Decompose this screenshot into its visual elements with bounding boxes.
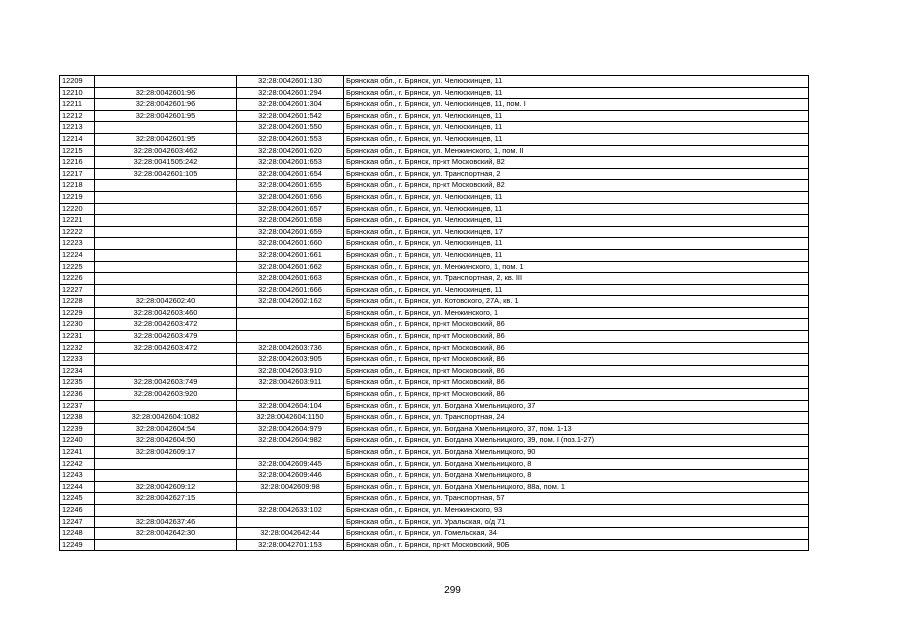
table-row xyxy=(60,261,809,273)
row-number-cell: 12209 xyxy=(60,76,95,88)
table-row xyxy=(60,493,809,505)
table-row xyxy=(60,458,809,470)
table-row xyxy=(60,435,809,447)
table-row xyxy=(60,249,809,261)
row-number-cell: 12249 xyxy=(60,539,95,551)
address-cell: Брянская обл., г. Брянск, ул. Челюскинцев, 11 xyxy=(344,215,809,227)
address-cell: Брянская обл., г. Брянск, ул. Челюскинцев, 11 xyxy=(344,284,809,296)
old-cadastral-number-cell xyxy=(95,365,237,377)
address-cell: Брянская обл., г. Брянск, ул. Транспортная, 24 xyxy=(344,412,809,424)
new-cadastral-number-cell: 32:28:0042601:660 xyxy=(237,238,344,250)
old-cadastral-number-cell: 32:28:0042627:15 xyxy=(95,493,237,505)
old-cadastral-number-cell: 32:28:0042603:462 xyxy=(95,145,237,157)
old-cadastral-number-cell: 32:28:0042603:472 xyxy=(95,319,237,331)
old-cadastral-number-cell xyxy=(95,203,237,215)
new-cadastral-number-cell: 32:28:0042601:130 xyxy=(237,76,344,88)
table-row xyxy=(60,191,809,203)
new-cadastral-number-cell: 32:28:0042603:905 xyxy=(237,354,344,366)
row-number-cell: 12221 xyxy=(60,215,95,227)
address-cell: Брянская обл., г. Брянск, ул. Транспортная, 57 xyxy=(344,493,809,505)
table-row xyxy=(60,412,809,424)
table-row xyxy=(60,539,809,551)
row-number-cell: 12214 xyxy=(60,133,95,145)
new-cadastral-number-cell: 32:28:0042609:446 xyxy=(237,470,344,482)
address-cell: Брянская обл., г. Брянск, пр-кт Московский, 86 xyxy=(344,354,809,366)
row-number-cell: 12210 xyxy=(60,87,95,99)
row-number-cell: 12241 xyxy=(60,447,95,459)
new-cadastral-number-cell: 32:28:0042604:979 xyxy=(237,423,344,435)
old-cadastral-number-cell xyxy=(95,284,237,296)
address-cell: Брянская обл., г. Брянск, ул. Челюскинцев, 11 xyxy=(344,133,809,145)
new-cadastral-number-cell: 32:28:0042601:656 xyxy=(237,191,344,203)
old-cadastral-number-cell: 32:28:0042642:30 xyxy=(95,528,237,540)
row-number-cell: 12245 xyxy=(60,493,95,505)
row-number-cell: 12232 xyxy=(60,342,95,354)
address-cell: Брянская обл., г. Брянск, ул. Челюскинцев, 11 xyxy=(344,110,809,122)
row-number-cell: 12217 xyxy=(60,168,95,180)
new-cadastral-number-cell: 32:28:0042601:542 xyxy=(237,110,344,122)
row-number-cell: 12244 xyxy=(60,481,95,493)
old-cadastral-number-cell: 32:28:0042601:96 xyxy=(95,87,237,99)
table-row xyxy=(60,319,809,331)
address-cell: Брянская обл., г. Брянск, ул. Богдана Хмельницкого, 37 xyxy=(344,400,809,412)
row-number-cell: 12247 xyxy=(60,516,95,528)
new-cadastral-number-cell: 32:28:0042601:662 xyxy=(237,261,344,273)
address-cell: Брянская обл., г. Брянск, ул. Челюскинцев, 11 xyxy=(344,76,809,88)
address-cell: Брянская обл., г. Брянск, ул. Челюскинцев, 11, пом. I xyxy=(344,99,809,111)
old-cadastral-number-cell: 32:28:0042609:12 xyxy=(95,481,237,493)
table-row xyxy=(60,389,809,401)
row-number-cell: 12238 xyxy=(60,412,95,424)
new-cadastral-number-cell xyxy=(237,331,344,343)
address-cell: Брянская обл., г. Брянск, пр-кт Московский, 86 xyxy=(344,389,809,401)
new-cadastral-number-cell: 32:28:0042604:982 xyxy=(237,435,344,447)
address-cell: Брянская обл., г. Брянск, пр-кт Московский, 86 xyxy=(344,342,809,354)
new-cadastral-number-cell: 32:28:0042609:98 xyxy=(237,481,344,493)
address-cell: Брянская обл., г. Брянск, ул. Транспортная, 2 xyxy=(344,168,809,180)
new-cadastral-number-cell: 32:28:0042601:654 xyxy=(237,168,344,180)
table-row xyxy=(60,528,809,540)
new-cadastral-number-cell: 32:28:0042601:653 xyxy=(237,157,344,169)
row-number-cell: 12219 xyxy=(60,191,95,203)
address-cell: Брянская обл., г. Брянск, ул. Транспортная, 2, кв. III xyxy=(344,273,809,285)
new-cadastral-number-cell: 32:28:0042604:104 xyxy=(237,400,344,412)
row-number-cell: 12212 xyxy=(60,110,95,122)
new-cadastral-number-cell xyxy=(237,307,344,319)
new-cadastral-number-cell: 32:28:0042601:657 xyxy=(237,203,344,215)
row-number-cell: 12216 xyxy=(60,157,95,169)
address-cell: Брянская обл., г. Брянск, ул. Челюскинцев, 17 xyxy=(344,226,809,238)
address-cell: Брянская обл., г. Брянск, ул. Челюскинцев, 11 xyxy=(344,238,809,250)
address-cell: Брянская обл., г. Брянск, ул. Челюскинцев, 11 xyxy=(344,122,809,134)
address-cell: Брянская обл., г. Брянск, ул. Богдана Хмельницкого, 8 xyxy=(344,458,809,470)
row-number-cell: 12239 xyxy=(60,423,95,435)
address-cell: Брянская обл., г. Брянск, ул. Богдана Хмельницкого, 88а, пом. 1 xyxy=(344,481,809,493)
address-cell: Брянская обл., г. Брянск, ул. Менжинского, 1 xyxy=(344,307,809,319)
new-cadastral-number-cell: 32:28:0042601:666 xyxy=(237,284,344,296)
row-number-cell: 12213 xyxy=(60,122,95,134)
table-row xyxy=(60,447,809,459)
old-cadastral-number-cell xyxy=(95,238,237,250)
old-cadastral-number-cell: 32:28:0042603:479 xyxy=(95,331,237,343)
old-cadastral-number-cell: 32:28:0042604:50 xyxy=(95,435,237,447)
row-number-cell: 12237 xyxy=(60,400,95,412)
table-row xyxy=(60,504,809,516)
new-cadastral-number-cell: 32:28:0042601:661 xyxy=(237,249,344,261)
row-number-cell: 12215 xyxy=(60,145,95,157)
new-cadastral-number-cell: 32:28:0042603:736 xyxy=(237,342,344,354)
old-cadastral-number-cell xyxy=(95,76,237,88)
table-row xyxy=(60,122,809,134)
table-row xyxy=(60,87,809,99)
address-cell: Брянская обл., г. Брянск, ул. Гомельская, 34 xyxy=(344,528,809,540)
table-row xyxy=(60,215,809,227)
address-cell: Брянская обл., г. Брянск, ул. Уральская, о/д 71 xyxy=(344,516,809,528)
table-row xyxy=(60,331,809,343)
row-number-cell: 12220 xyxy=(60,203,95,215)
old-cadastral-number-cell xyxy=(95,249,237,261)
table-row xyxy=(60,180,809,192)
old-cadastral-number-cell: 32:28:0042603:460 xyxy=(95,307,237,319)
address-cell: Брянская обл., г. Брянск, пр-кт Московский, 82 xyxy=(344,180,809,192)
row-number-cell: 12242 xyxy=(60,458,95,470)
old-cadastral-number-cell: 32:28:0042601:95 xyxy=(95,110,237,122)
new-cadastral-number-cell: 32:28:0042604:1150 xyxy=(237,412,344,424)
table-row xyxy=(60,307,809,319)
page-number: 299 xyxy=(444,585,461,596)
row-number-cell: 12223 xyxy=(60,238,95,250)
new-cadastral-number-cell: 32:28:0042601:294 xyxy=(237,87,344,99)
new-cadastral-number-cell: 32:28:0042601:655 xyxy=(237,180,344,192)
new-cadastral-number-cell xyxy=(237,447,344,459)
old-cadastral-number-cell xyxy=(95,470,237,482)
address-cell: Брянская обл., г. Брянск, ул. Богдана Хмельницкого, 8 xyxy=(344,470,809,482)
new-cadastral-number-cell: 32:28:0042633:102 xyxy=(237,504,344,516)
row-number-cell: 12234 xyxy=(60,365,95,377)
table-row xyxy=(60,110,809,122)
old-cadastral-number-cell xyxy=(95,180,237,192)
address-cell: Брянская обл., г. Брянск, ул. Менжинского, 1, пом. II xyxy=(344,145,809,157)
table-row xyxy=(60,76,809,88)
old-cadastral-number-cell xyxy=(95,458,237,470)
table-row xyxy=(60,296,809,308)
old-cadastral-number-cell: 32:28:0042601:95 xyxy=(95,133,237,145)
old-cadastral-number-cell: 32:28:0042609:17 xyxy=(95,447,237,459)
new-cadastral-number-cell: 32:28:0042602:162 xyxy=(237,296,344,308)
address-cell: Брянская обл., г. Брянск, пр-кт Московский, 86 xyxy=(344,331,809,343)
table-row xyxy=(60,226,809,238)
row-number-cell: 12248 xyxy=(60,528,95,540)
table-row xyxy=(60,133,809,145)
row-number-cell: 12231 xyxy=(60,331,95,343)
old-cadastral-number-cell: 32:28:0041505:242 xyxy=(95,157,237,169)
new-cadastral-number-cell: 32:28:0042601:304 xyxy=(237,99,344,111)
new-cadastral-number-cell xyxy=(237,516,344,528)
new-cadastral-number-cell: 32:28:0042701:153 xyxy=(237,539,344,551)
old-cadastral-number-cell: 32:28:0042637:46 xyxy=(95,516,237,528)
table-row xyxy=(60,400,809,412)
old-cadastral-number-cell: 32:28:0042602:40 xyxy=(95,296,237,308)
address-cell: Брянская обл., г. Брянск, ул. Челюскинцев, 11 xyxy=(344,191,809,203)
table-row xyxy=(60,145,809,157)
address-cell: Брянская обл., г. Брянск, ул. Богдана Хмельницкого, 39, пом. I (поз.1-27) xyxy=(344,435,809,447)
old-cadastral-number-cell xyxy=(95,400,237,412)
address-cell: Брянская обл., г. Брянск, пр-кт Московский, 82 xyxy=(344,157,809,169)
new-cadastral-number-cell: 32:28:0042601:550 xyxy=(237,122,344,134)
table-row xyxy=(60,203,809,215)
address-cell: Брянская обл., г. Брянск, ул. Челюскинцев, 11 xyxy=(344,249,809,261)
table-row xyxy=(60,377,809,389)
address-cell: Брянская обл., г. Брянск, ул. Котовского, 27А, кв. 1 xyxy=(344,296,809,308)
old-cadastral-number-cell xyxy=(95,191,237,203)
row-number-cell: 12228 xyxy=(60,296,95,308)
cadastral-table xyxy=(59,75,809,551)
address-cell: Брянская обл., г. Брянск, ул. Богдана Хмельницкого, 37, пом. 1-13 xyxy=(344,423,809,435)
table-row xyxy=(60,516,809,528)
new-cadastral-number-cell: 32:28:0042603:911 xyxy=(237,377,344,389)
old-cadastral-number-cell xyxy=(95,354,237,366)
address-cell: Брянская обл., г. Брянск, ул. Менжинского, 1, пом. 1 xyxy=(344,261,809,273)
row-number-cell: 12218 xyxy=(60,180,95,192)
old-cadastral-number-cell xyxy=(95,504,237,516)
table-row xyxy=(60,238,809,250)
new-cadastral-number-cell: 32:28:0042603:910 xyxy=(237,365,344,377)
table-row xyxy=(60,284,809,296)
table-row xyxy=(60,99,809,111)
row-number-cell: 12229 xyxy=(60,307,95,319)
table-row xyxy=(60,342,809,354)
new-cadastral-number-cell xyxy=(237,493,344,505)
row-number-cell: 12230 xyxy=(60,319,95,331)
row-number-cell: 12224 xyxy=(60,249,95,261)
old-cadastral-number-cell xyxy=(95,122,237,134)
old-cadastral-number-cell: 32:28:0042604:54 xyxy=(95,423,237,435)
address-cell: Брянская обл., г. Брянск, пр-кт Московский, 90Б xyxy=(344,539,809,551)
address-cell: Брянская обл., г. Брянск, ул. Челюскинцев, 11 xyxy=(344,87,809,99)
table-row xyxy=(60,354,809,366)
old-cadastral-number-cell xyxy=(95,539,237,551)
old-cadastral-number-cell xyxy=(95,226,237,238)
new-cadastral-number-cell: 32:28:0042642:44 xyxy=(237,528,344,540)
old-cadastral-number-cell: 32:28:0042603:920 xyxy=(95,389,237,401)
table-row xyxy=(60,481,809,493)
old-cadastral-number-cell: 32:28:0042604:1082 xyxy=(95,412,237,424)
old-cadastral-number-cell xyxy=(95,273,237,285)
new-cadastral-number-cell: 32:28:0042601:659 xyxy=(237,226,344,238)
old-cadastral-number-cell xyxy=(95,215,237,227)
address-cell: Брянская обл., г. Брянск, пр-кт Московский, 86 xyxy=(344,365,809,377)
row-number-cell: 12211 xyxy=(60,99,95,111)
address-cell: Брянская обл., г. Брянск, пр-кт Московский, 86 xyxy=(344,319,809,331)
new-cadastral-number-cell: 32:28:0042609:445 xyxy=(237,458,344,470)
new-cadastral-number-cell xyxy=(237,389,344,401)
old-cadastral-number-cell: 32:28:0042601:96 xyxy=(95,99,237,111)
row-number-cell: 12243 xyxy=(60,470,95,482)
row-number-cell: 12233 xyxy=(60,354,95,366)
new-cadastral-number-cell: 32:28:0042601:663 xyxy=(237,273,344,285)
old-cadastral-number-cell: 32:28:0042601:105 xyxy=(95,168,237,180)
table-row xyxy=(60,168,809,180)
table-row xyxy=(60,157,809,169)
address-cell: Брянская обл., г. Брянск, ул. Менжинского, 93 xyxy=(344,504,809,516)
old-cadastral-number-cell: 32:28:0042603:472 xyxy=(95,342,237,354)
row-number-cell: 12240 xyxy=(60,435,95,447)
new-cadastral-number-cell: 32:28:0042601:553 xyxy=(237,133,344,145)
table-body xyxy=(60,76,809,551)
new-cadastral-number-cell: 32:28:0042601:658 xyxy=(237,215,344,227)
new-cadastral-number-cell: 32:28:0042601:620 xyxy=(237,145,344,157)
row-number-cell: 12236 xyxy=(60,389,95,401)
row-number-cell: 12226 xyxy=(60,273,95,285)
row-number-cell: 12225 xyxy=(60,261,95,273)
table-row xyxy=(60,423,809,435)
row-number-cell: 12222 xyxy=(60,226,95,238)
address-cell: Брянская обл., г. Брянск, пр-кт Московский, 86 xyxy=(344,377,809,389)
row-number-cell: 12235 xyxy=(60,377,95,389)
old-cadastral-number-cell: 32:28:0042603:749 xyxy=(95,377,237,389)
table-row xyxy=(60,470,809,482)
address-cell: Брянская обл., г. Брянск, ул. Богдана Хмельницкого, 90 xyxy=(344,447,809,459)
old-cadastral-number-cell xyxy=(95,261,237,273)
new-cadastral-number-cell xyxy=(237,319,344,331)
table-row xyxy=(60,273,809,285)
row-number-cell: 12246 xyxy=(60,504,95,516)
table-row xyxy=(60,365,809,377)
address-cell: Брянская обл., г. Брянск, ул. Челюскинцев, 11 xyxy=(344,203,809,215)
row-number-cell: 12227 xyxy=(60,284,95,296)
